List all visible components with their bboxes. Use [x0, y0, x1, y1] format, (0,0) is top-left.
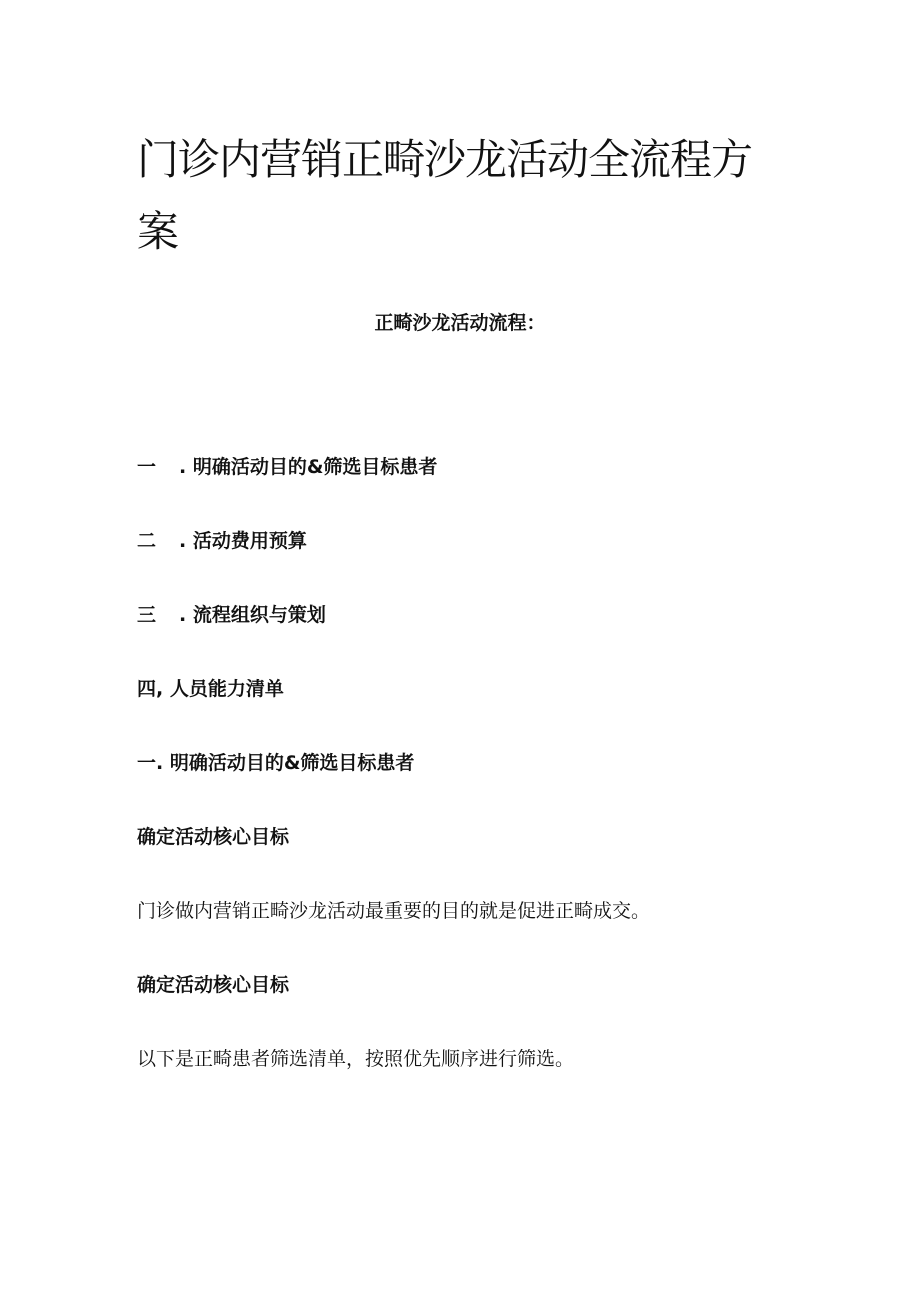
outline-item-1-number: 一 — [137, 456, 157, 478]
flow-subtitle: 正畸沙龙活动流程： — [374, 312, 546, 334]
outline-item-2-text: . 活动费用预算 — [179, 530, 307, 552]
sub-heading-core-goal-repeat: 确定活动核心目标 — [137, 974, 290, 996]
document-title: 门诊内营销正畸沙龙活动全流程方案 — [137, 135, 753, 256]
outline-item-1 — [137, 455, 437, 479]
section-heading: 一. 明确活动目的&筛选目标患者 — [137, 752, 415, 774]
paragraph-goal: 门诊做内营销正畸沙龙活动最重要的目的就是促进正畸成交。 — [137, 900, 651, 922]
sub-heading-core-goal: 确定活动核心目标 — [137, 826, 290, 848]
outline-item-3-number: 三 — [137, 604, 157, 626]
outline-item-4: 四, 人员能力清单 — [137, 678, 284, 700]
outline-item-2 — [137, 529, 307, 553]
outline-item-3-text: . 流程组织与策划 — [179, 604, 326, 626]
outline-item-2-number: 二 — [137, 530, 157, 552]
paragraph-screening: 以下是正畸患者筛选清单，按照优先顺序进行筛选。 — [137, 1048, 575, 1070]
outline-item-3 — [137, 603, 326, 627]
outline-item-1-text: . 明确活动目的&筛选目标患者 — [179, 456, 438, 478]
